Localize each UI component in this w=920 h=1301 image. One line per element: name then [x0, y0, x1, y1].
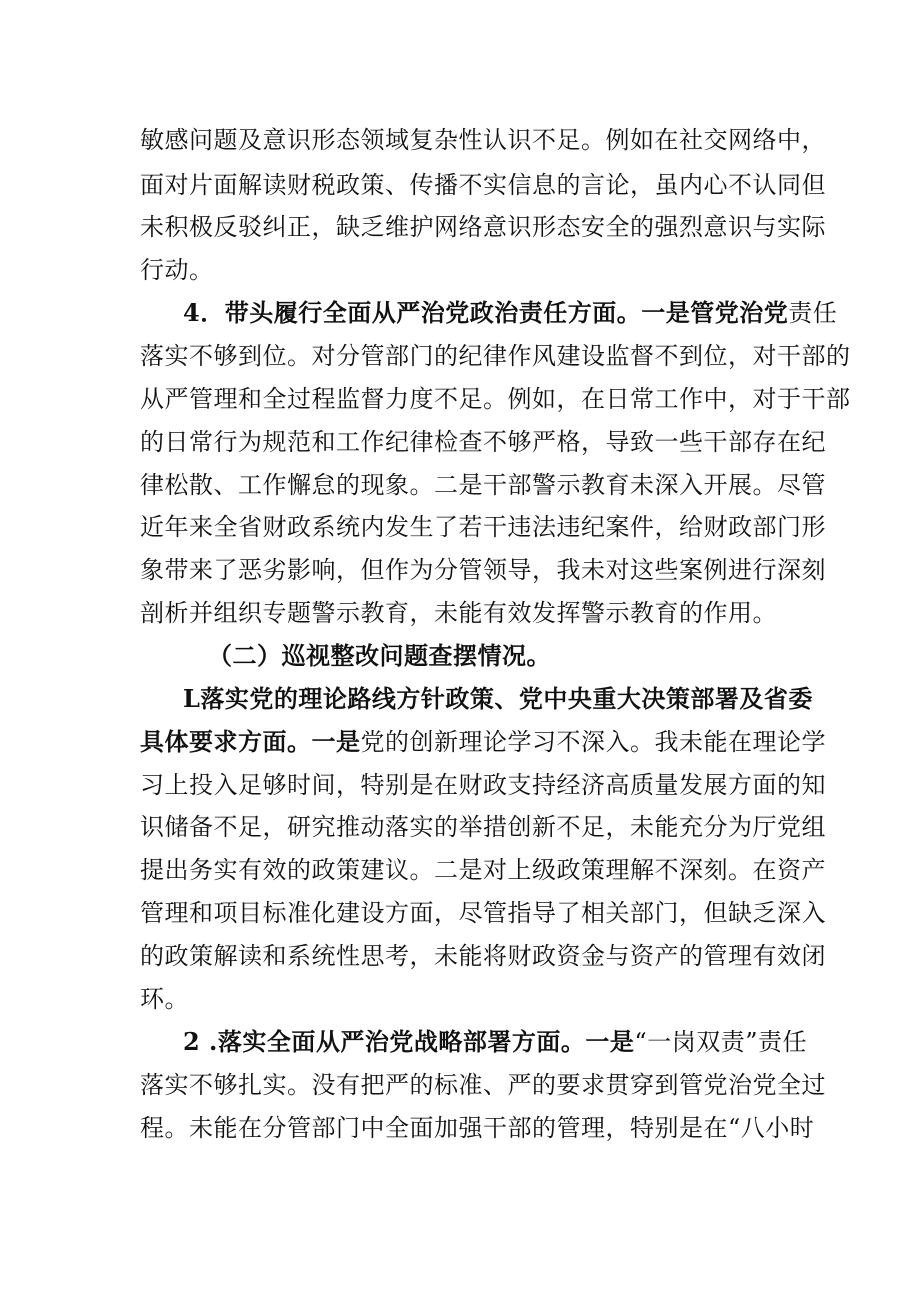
text-line: 未积极反驳纠正，缺乏维护网络意识形态安全的强烈意识与实际 — [140, 213, 826, 241]
text-line: 行动。 — [140, 256, 214, 284]
section-heading-1-cont: 具体要求方面。一是 — [140, 727, 361, 756]
section-heading-1: L落实党的理论路线方针政策、党中央重大决策部署及省委 — [183, 684, 813, 713]
text-line: 识储备不足，研究推动落实的举措创新不足，未能充分为厅党组 — [140, 813, 826, 841]
text-line: 程。未能在分管部门中全面加强干部的管理，特别是在“八小时 — [140, 1114, 815, 1142]
text-line: 落实不够扎实。没有把严的标准、严的要求贯穿到管党治党全过 — [140, 1071, 826, 1099]
text-line: 剖析并组织专题警示教育，未能有效发挥警示教育的作用。 — [140, 599, 777, 627]
section-heading-2: 2 .落实全面从严治党战略部署方面。一是 — [183, 1027, 635, 1056]
text-line: 象带来了恶劣影响，但作为分管领导，我未对这些案例进行深刻 — [140, 556, 826, 584]
text-line: 的日常行为规范和工作纪律检查不够严格，导致一些干部存在纪 — [140, 428, 826, 456]
text-line: 提出务实有效的政策建议。二是对上级政策理解不深刻。在资产 — [140, 856, 826, 884]
text-line: 敏感问题及意识形态领域复杂性认识不足。例如在社交网络中， — [140, 126, 826, 154]
section-heading-4: 4．带头履行全面从严治党政治责任方面。一是管党治党 — [183, 298, 789, 327]
heading-line — [183, 298, 837, 328]
text-line: 落实不够到位。对分管部门的纪律作风建设监督不到位，对干部的 — [140, 342, 851, 370]
text-segment: 党的创新理论学习不深入。我未能在理论学 — [360, 728, 826, 756]
text-line: 从严管理和全过程监督力度不足。例如，在日常工作中，对于干部 — [140, 385, 851, 413]
text-line: 习上投入足够时间，特别是在财政支持经济高质量发展方面的知 — [140, 771, 826, 799]
text-line: 面对片面解读财税政策、传播不实信息的言论，虽内心不认同但 — [140, 171, 826, 199]
text-segment: 责任 — [788, 299, 838, 327]
text-line: 环。 — [140, 985, 189, 1013]
subsection-heading: （二）巡视整改问题查摆情况。 — [208, 641, 551, 670]
text-line: 律松散、工作懈怠的现象。二是干部警示教育未深入开展。尽管 — [140, 471, 826, 499]
heading-line — [183, 1027, 807, 1057]
text-line: 近年来全省财政系统内发生了若干违法违纪案件，给财政部门形 — [140, 513, 826, 541]
heading-line — [140, 727, 826, 757]
text-segment: “一岗双责”责任 — [634, 1028, 807, 1056]
text-line: 的政策解读和系统性思考，未能将财政资金与资产的管理有效闭 — [140, 942, 826, 970]
text-line: 管理和项目标准化建设方面，尽管指导了相关部门，但缺乏深入 — [140, 899, 826, 927]
